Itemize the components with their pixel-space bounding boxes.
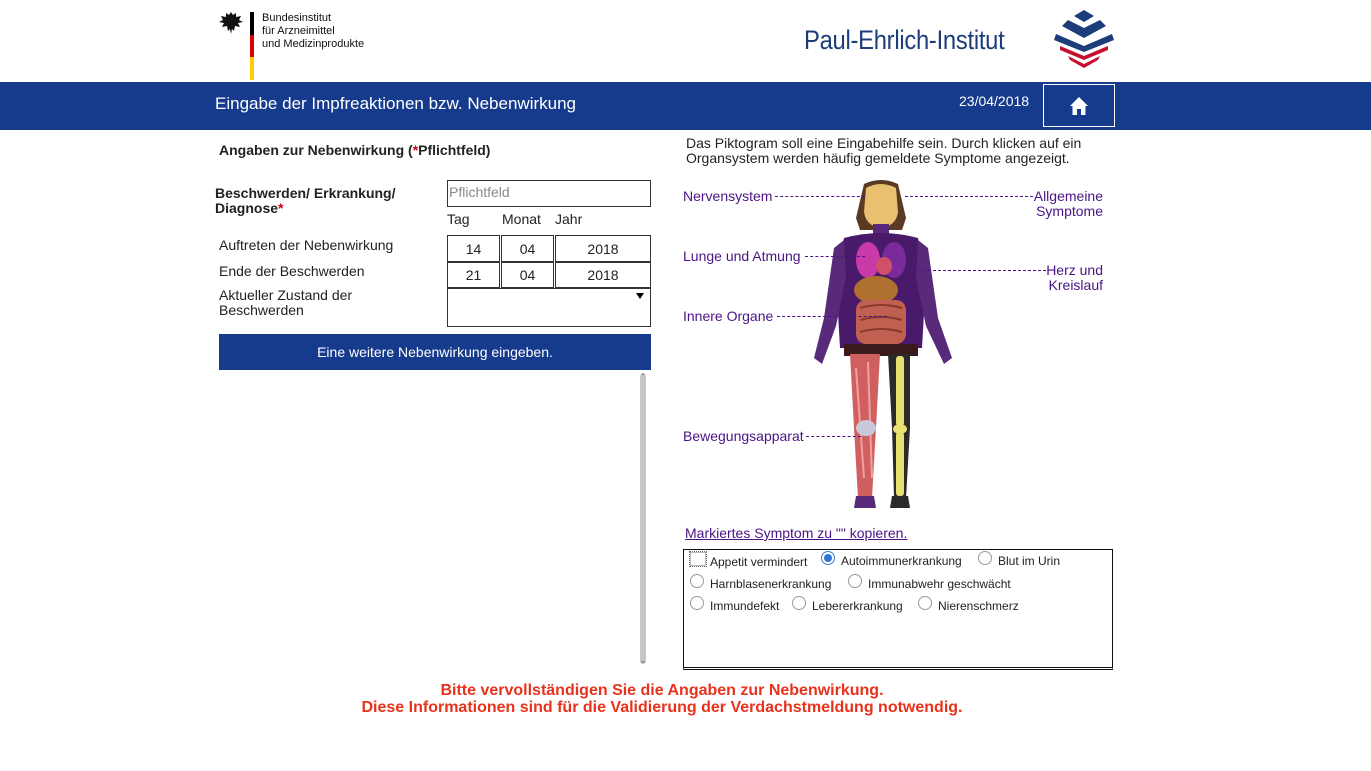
nerve-leader-line <box>775 196 865 197</box>
organ-herz-line-2: Kreislauf <box>1048 276 1103 293</box>
diagnosis-input[interactable]: Pflichtfeld <box>447 180 651 207</box>
pictogram-intro: Das Piktogram soll eine Eingabehilfe sein. Durch klicken auf ein Organsystem werden häufig gemeldete Symptome angezeigt. <box>686 135 1082 166</box>
symptom-label: Lebererkrankung <box>812 599 903 613</box>
symptom-radio[interactable] <box>690 596 704 610</box>
federal-eagle-icon <box>218 10 244 36</box>
state-label: Aktueller Zustand der Beschwerden <box>219 287 353 318</box>
scrollbar-track[interactable] <box>640 374 646 664</box>
symptom-blut-urin[interactable] <box>978 554 1060 568</box>
form-heading <box>219 142 490 158</box>
organ-bewegung-link[interactable]: Bewegungsapparat <box>683 428 804 444</box>
organ-lunge-link[interactable]: Lunge und Atmung <box>683 248 801 264</box>
organ-herz-link[interactable] <box>1003 263 1103 292</box>
symptom-radio[interactable] <box>918 596 932 610</box>
dropdown-arrow-icon <box>636 293 644 299</box>
organ-herz-line-1: Herz und <box>1046 262 1103 278</box>
organ-innere-link[interactable]: Innere Organe <box>683 308 774 324</box>
col-month-label: Monat <box>502 211 541 227</box>
symptom-label: Appetit vermindert <box>710 555 808 569</box>
organ-allgemeine-line-1: Allgemeine <box>1033 188 1103 204</box>
motion-leader-line <box>806 436 861 437</box>
col-year-label: Jahr <box>555 211 583 227</box>
bfarm-name <box>262 12 364 51</box>
validation-warning-line-1: Bitte vervollständigen Sie die Angaben zur Nebenwirkung. <box>440 682 884 699</box>
pei-logo[interactable] <box>804 8 1116 70</box>
onset-year-input[interactable]: 2018 <box>555 235 651 262</box>
symptom-appetit[interactable] <box>689 554 807 570</box>
symptom-radio[interactable] <box>848 574 862 588</box>
home-icon <box>1069 96 1089 116</box>
required-star: * <box>278 200 284 216</box>
body-pictogram[interactable] <box>806 178 956 512</box>
state-select[interactable] <box>447 288 651 327</box>
symptom-checkbox[interactable] <box>689 551 707 567</box>
symptom-list <box>683 549 1113 670</box>
pei-emblem-icon <box>1052 8 1116 70</box>
required-star: * <box>412 142 419 158</box>
page-header <box>0 0 1371 82</box>
end-year-input[interactable]: 2018 <box>555 262 651 288</box>
copy-symptom-link[interactable]: Markiertes Symptom zu "" kopieren. <box>685 525 908 541</box>
onset-day-input[interactable]: 14 <box>447 235 500 262</box>
bfarm-line-2: für Arzneimittel <box>262 25 335 37</box>
symptom-immunabwehr[interactable] <box>848 577 1011 591</box>
symptom-label: Immunabwehr geschwächt <box>868 577 1011 591</box>
organ-allgemeine-link[interactable] <box>1003 189 1103 218</box>
list-scrollbar[interactable] <box>638 374 648 664</box>
end-day-input[interactable]: 21 <box>447 262 500 288</box>
organ-allgemeine-line-2: Symptome <box>1036 202 1103 219</box>
symptom-label: Blut im Urin <box>998 554 1061 568</box>
german-flag-stripe <box>250 12 254 80</box>
symptom-radio[interactable] <box>978 551 992 565</box>
end-label: Ende der Beschwerden <box>219 263 365 279</box>
symptom-radio-selected[interactable] <box>821 551 835 565</box>
bfarm-logo[interactable] <box>218 10 378 80</box>
home-button[interactable] <box>1043 84 1115 127</box>
pei-name: Paul-Ehrlich-Institut <box>804 25 1005 55</box>
symptom-radio[interactable] <box>690 574 704 588</box>
symptom-label: Immundefekt <box>710 599 780 613</box>
onset-label: Auftreten der Nebenwirkung <box>219 237 394 253</box>
symptom-label: Nierenschmerz <box>938 599 1019 613</box>
validation-warning-line-2: Diese Informationen sind für die Validierung der Verdachstmeldung notwendig. <box>361 699 963 716</box>
add-side-effect-button[interactable]: Eine weitere Nebenwirkung eingeben. <box>219 334 651 370</box>
symptom-niere[interactable] <box>918 599 1019 613</box>
symptom-label: Autoimmunerkrankung <box>841 554 962 568</box>
symptom-harnblase[interactable] <box>690 577 831 591</box>
symptom-immundefekt[interactable] <box>690 599 779 613</box>
symptom-autoimmun[interactable] <box>821 554 962 568</box>
current-date: 23/04/2018 <box>959 93 1030 109</box>
inner-leader-line <box>777 316 887 317</box>
scroll-down-icon[interactable]: ⌄ <box>639 656 647 665</box>
col-day-label: Tag <box>447 211 470 227</box>
diagnosis-label <box>215 186 435 216</box>
symptom-leber[interactable] <box>792 599 903 613</box>
bfarm-line-1: Bundesinstitut <box>262 12 332 24</box>
organ-nervensystem-link[interactable]: Nervensystem <box>683 188 773 204</box>
diagnosis-label-text: Beschwerden/ Erkrankung/ Diagnose <box>215 185 396 216</box>
end-month-input[interactable]: 04 <box>501 262 554 288</box>
page-title: Eingabe der Impfreaktionen bzw. Nebenwirkung <box>215 94 576 113</box>
bfarm-line-3: und Medizinprodukte <box>262 38 365 50</box>
form-heading-required-text: Pflichtfeld) <box>418 142 491 158</box>
scroll-up-icon[interactable]: ⌃ <box>639 372 647 381</box>
symptom-radio[interactable] <box>792 596 806 610</box>
form-heading-text: Angaben zur Nebenwirkung ( <box>219 142 413 158</box>
lung-leader-line <box>805 256 865 257</box>
onset-month-input[interactable]: 04 <box>501 235 554 262</box>
title-bar <box>0 82 1371 130</box>
symptom-label: Harnblasenerkrankung <box>710 577 832 591</box>
